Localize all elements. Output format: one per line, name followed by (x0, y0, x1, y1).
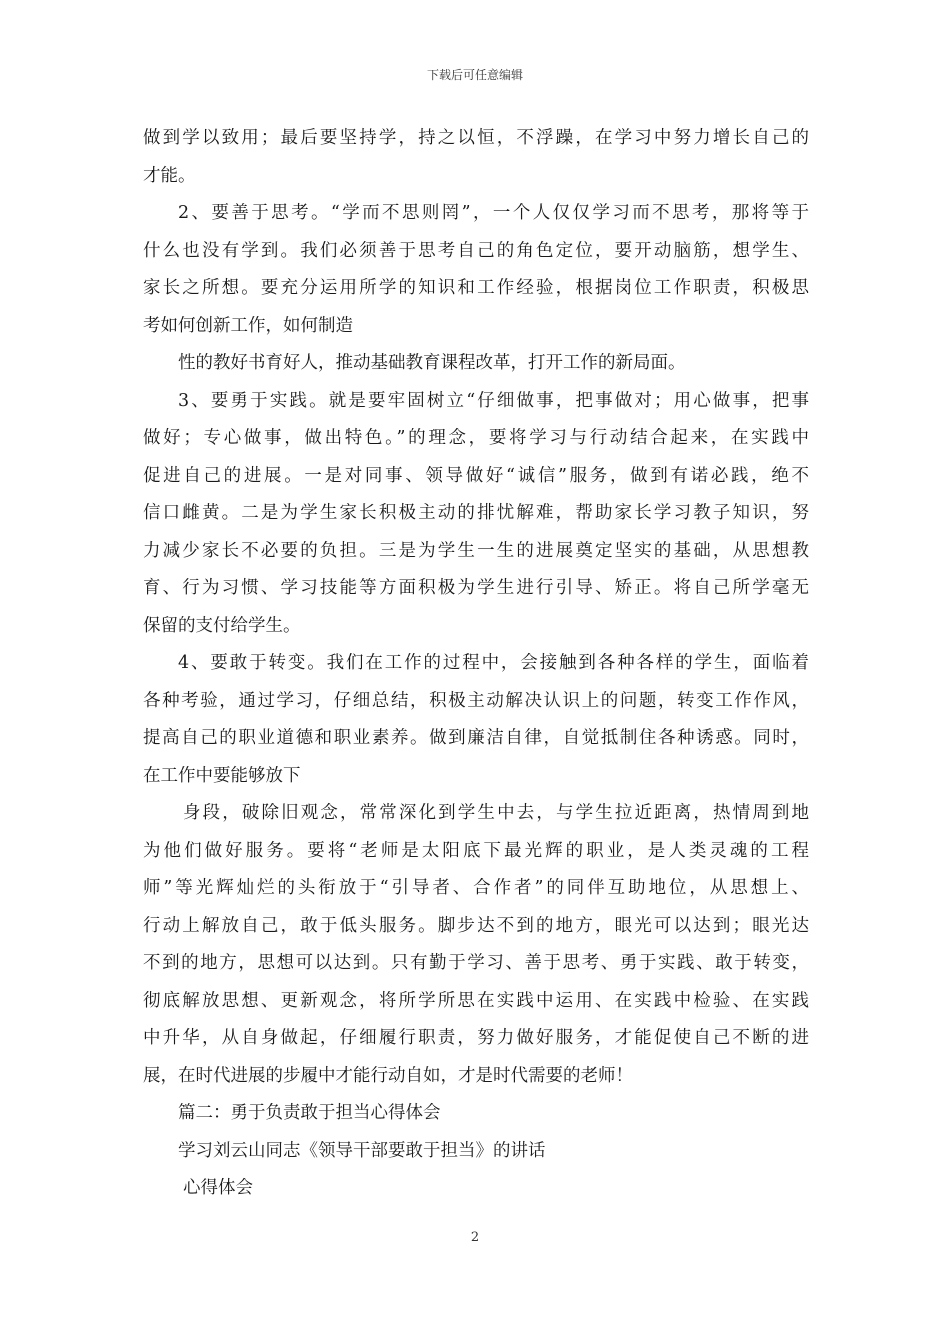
document-body (143, 120, 809, 1208)
subtitle-line: 心得体会 (183, 1178, 253, 1198)
body-line: 师”等光辉灿烂的头衔放于“引导者、合作者”的同伴互助地位，从思想上、 (143, 878, 809, 898)
section-heading: 篇二：勇于负责敢于担当心得体会 (178, 1103, 441, 1123)
body-line: 行动上解放自己，敢于低头服务。脚步达不到的地方，眼光可以达到；眼光达 (143, 915, 809, 936)
body-line: 为他们做好服务。要将“老师是太阳底下最光辉的职业，是人类灵魂的工程 (143, 840, 809, 861)
body-line: 在工作中要能够放下 (143, 765, 301, 786)
body-line: 中升华，从自身做起，仔细履行职责，努力做好服务，才能促使自己不断的进 (143, 1028, 809, 1048)
body-line: 促进自己的进展。一是对同事、领导做好“诚信”服务，做到有诺必践，绝不 (143, 465, 809, 486)
body-line: 展，在时代进展的步履中才能行动自如，才是时代需要的老师！ (143, 1065, 633, 1086)
body-line: 保留的支付给学生。 (143, 615, 301, 636)
body-line: 各种考验，通过学习，仔细总结，积极主动解决认识上的问题，转变工作作风， (143, 690, 809, 711)
body-line: 提高自己的职业道德和职业素养。做到廉洁自律，自觉抵制住各种诱惑。同时， (143, 728, 809, 748)
body-line: 身段，破除旧观念，常常深化到学生中去，与学生拉近距离，热情周到地 (183, 803, 809, 823)
body-line: 什么也没有学到。我们必须善于思考自己的角色定位，要开动脑筋，想学生、 (143, 240, 809, 261)
body-line: 彻底解放思想、更新观念，将所学所思在实践中运用、在实践中检验、在实践 (143, 990, 809, 1011)
body-line: 2、要善于思考。“学而不思则罔”，一个人仅仅学习而不思考，那将等于 (178, 203, 809, 223)
body-line: 才能。 (143, 165, 196, 186)
subtitle-line: 学习刘云山同志《领导干部要敢于担当》的讲话 (178, 1140, 546, 1161)
body-line: 性的教好书育好人，推动基础教育课程改革，打开工作的新局面。 (178, 353, 686, 373)
page-header: 下载后可任意编辑 (426, 68, 523, 82)
body-line: 不到的地方，思想可以达到。只有勤于学习、善于思考、勇于实践、敢于转变， (143, 953, 809, 973)
body-line: 考如何创新工作，如何制造 (143, 315, 353, 336)
body-line: 做好；专心做事，做出特色。”的理念，要将学习与行动结合起来，在实践中 (143, 428, 809, 448)
body-line: 家长之所想。要充分运用所学的知识和工作经验，根据岗位工作职责，积极思 (143, 278, 809, 298)
body-line: 4、要敢于转变。我们在工作的过程中，会接触到各种各样的学生，面临着 (178, 653, 809, 673)
body-line: 育、行为习惯、学习技能等方面积极为学生进行引导、矫正。将自己所学毫无 (143, 578, 809, 598)
body-line: 3、要勇于实践。就是要牢固树立“仔细做事，把事做对；用心做事，把事 (178, 390, 809, 411)
body-line: 信口雌黄。二是为学生家长积极主动的排忧解难，帮助家长学习教子知识，努 (143, 503, 809, 523)
page-number: 2 (470, 1230, 480, 1245)
body-line: 力减少家长不必要的负担。三是为学生一生的进展奠定坚实的基础，从思想教 (143, 540, 809, 561)
body-line: 做到学以致用；最后要坚持学，持之以恒，不浮躁，在学习中努力增长自己的 (143, 128, 809, 148)
